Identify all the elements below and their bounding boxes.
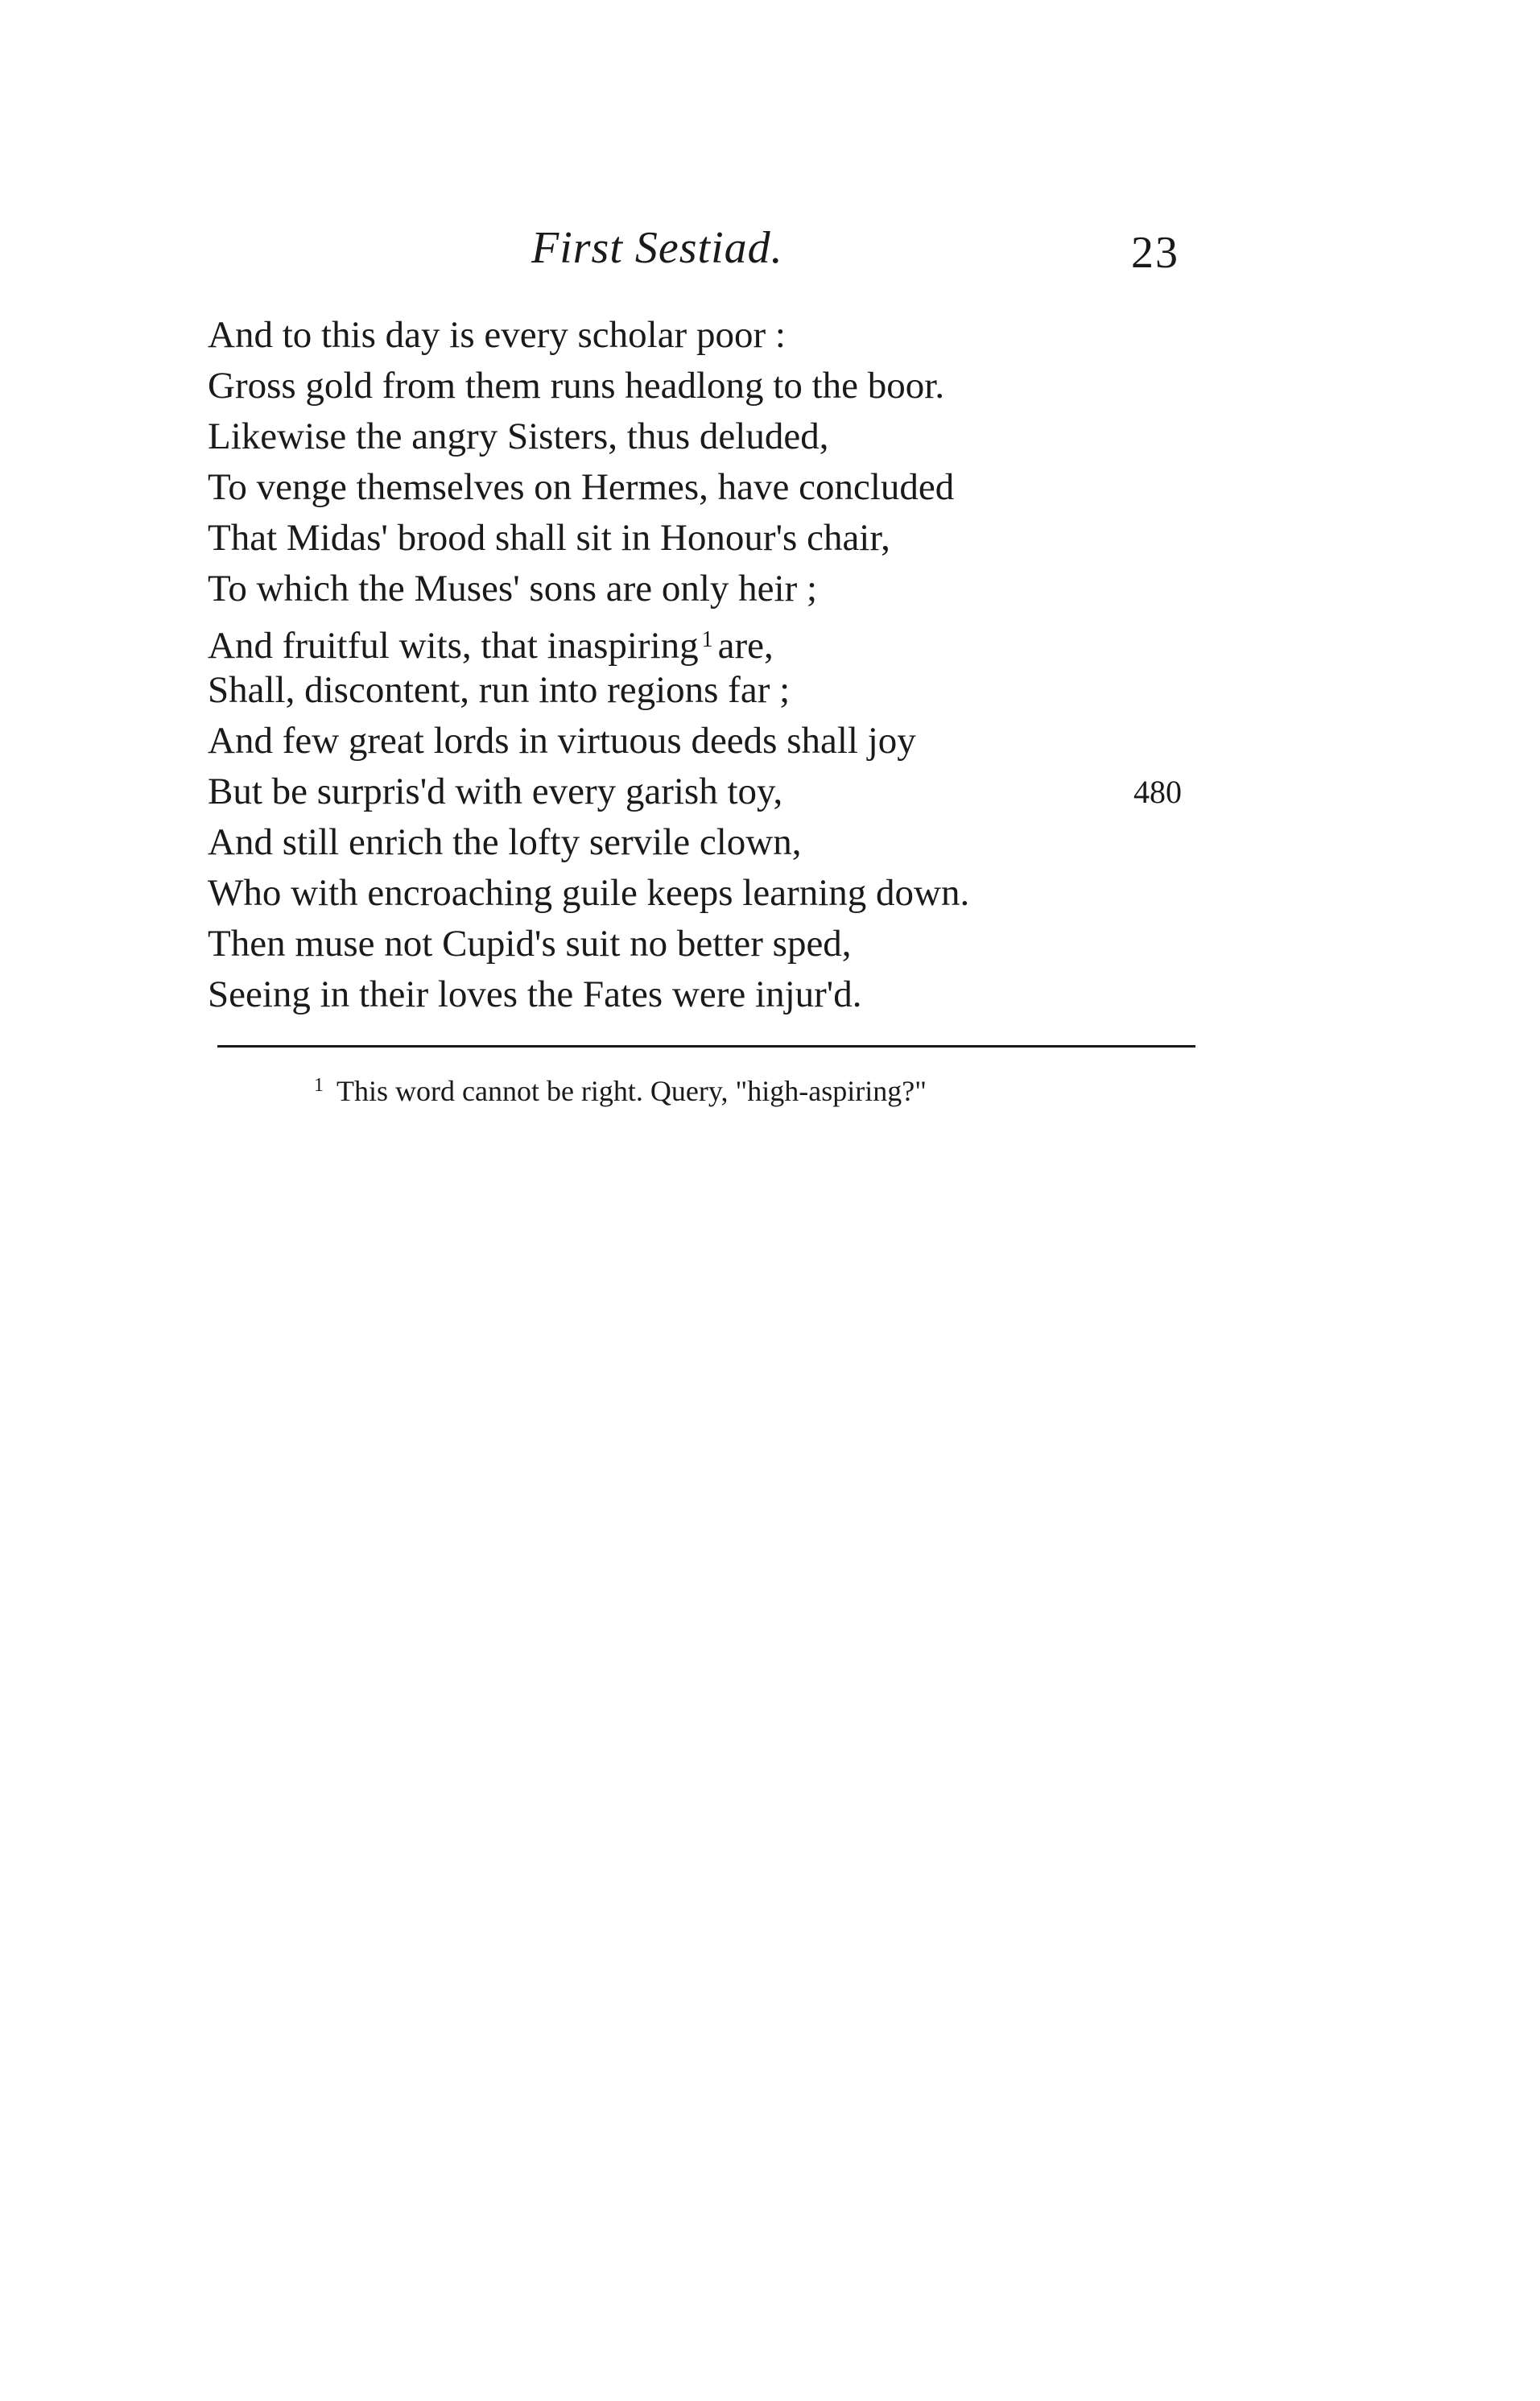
verse-line-text: Gross gold from them runs headlong to the boor. (208, 365, 945, 407)
footnote-reference: 1 (701, 627, 713, 652)
verse-line (0, 513, 1540, 564)
verse-line (0, 411, 1540, 462)
verse-line (0, 716, 1540, 767)
verse-line-text (208, 614, 774, 672)
verse-line (0, 919, 1540, 969)
footnote-marker: 1 (314, 1075, 324, 1096)
verse-line (0, 665, 1540, 716)
verse-line-text: Likewise the angry Sisters, thus deluded, (208, 415, 829, 457)
verse-block (0, 310, 1540, 1020)
verse-line-text: Then muse not Cupid's suit no better sped, (208, 923, 852, 965)
running-title: First Sestiad. (531, 223, 783, 273)
verse-line-text: That Midas' brood shall sit in Honour's chair, (208, 517, 890, 559)
verse-line-text: To venge themselves on Hermes, have concluded (208, 466, 955, 508)
footnote (314, 1063, 927, 1114)
line-number: 480 (1133, 774, 1182, 810)
verse-line (0, 310, 1540, 361)
footnote-divider (217, 1045, 1195, 1048)
verse-line (0, 868, 1540, 919)
verse-line-text: But be surpris'd with every garish toy, (208, 771, 783, 812)
verse-line-text: And still enrich the lofty servile clown, (208, 821, 802, 863)
verse-line (0, 969, 1540, 1020)
verse-line-text: To which the Muses' sons are only heir ; (208, 568, 818, 610)
verse-line (0, 614, 1540, 665)
verse-line (0, 564, 1540, 614)
verse-line (0, 361, 1540, 411)
verse-line-text-before: And fruitful wits, that inaspiring (208, 625, 699, 667)
verse-line-text-after: are, (717, 625, 774, 667)
running-head (0, 216, 1540, 280)
verse-line-text: Who with encroaching guile keeps learning down. (208, 872, 970, 914)
footnote-text: This word cannot be right. Query, "high-aspiring?" (336, 1075, 927, 1107)
verse-line-text: And few great lords in virtuous deeds shall joy (208, 720, 916, 762)
page-number: 23 (1131, 228, 1179, 278)
verse-line-text: And to this day is every scholar poor : (208, 314, 786, 356)
verse-line-text: Shall, discontent, run into regions far ; (208, 669, 791, 711)
verse-line-text: Seeing in their loves the Fates were injur'd. (208, 973, 862, 1015)
verse-line (0, 817, 1540, 868)
verse-line (0, 767, 1540, 817)
verse-line (0, 462, 1540, 513)
